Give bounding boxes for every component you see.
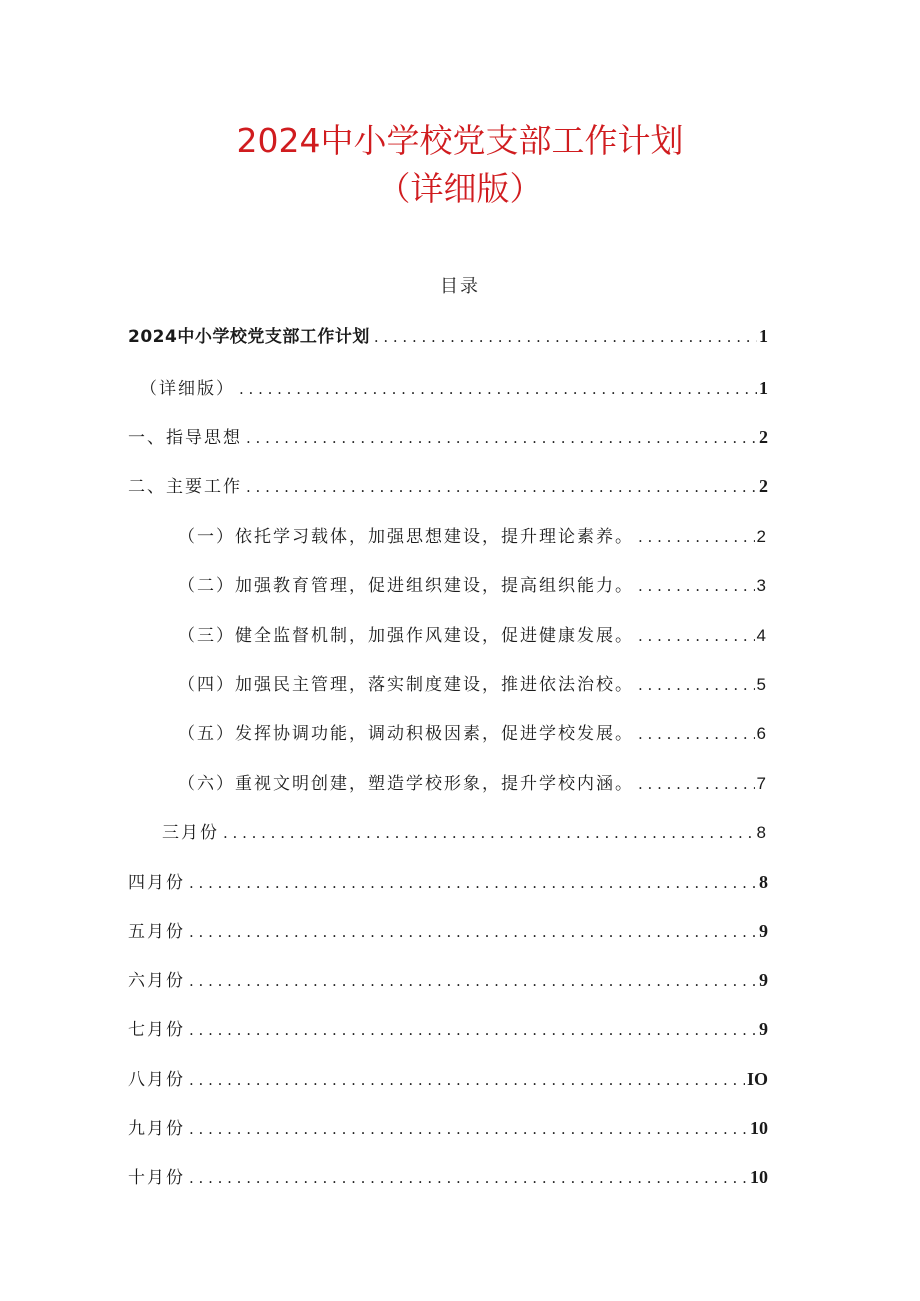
toc-page-number: 1 bbox=[759, 378, 768, 398]
toc-leader-dots bbox=[189, 1120, 748, 1138]
toc-page-number: 6 bbox=[756, 724, 766, 743]
toc-leader-dots bbox=[189, 1071, 745, 1089]
toc-page-number: 4 bbox=[756, 626, 766, 645]
toc-page-number: 9 bbox=[759, 1019, 768, 1039]
toc-entry-text: （六）重视文明创建，塑造学校形象，提升学校内涵。 bbox=[178, 774, 634, 794]
toc-entry-june[interactable] bbox=[128, 966, 768, 994]
toc-entry-october[interactable] bbox=[128, 1163, 768, 1191]
toc-page-number: IO bbox=[746, 1069, 768, 1089]
toc-entry-subtitle[interactable] bbox=[140, 374, 768, 402]
toc-entry-section-2[interactable] bbox=[128, 472, 768, 500]
toc-entry-section-1[interactable] bbox=[128, 423, 768, 451]
toc-entry-text: （四）加强民主管理，落实制度建设，推进依法治校。 bbox=[178, 675, 634, 695]
toc-entry-text: 八月份 bbox=[128, 1070, 185, 1090]
toc-entry-text: 六月份 bbox=[128, 971, 185, 991]
toc-leader-dots bbox=[638, 775, 755, 793]
toc-entry-april[interactable] bbox=[128, 868, 768, 896]
toc-leader-dots bbox=[189, 923, 757, 941]
toc-entry-march[interactable] bbox=[162, 818, 766, 846]
toc-leader-dots bbox=[189, 1021, 757, 1039]
toc-entry-text: （五）发挥协调功能，调动积极因素，促进学校发展。 bbox=[178, 724, 634, 744]
toc-leader-dots bbox=[638, 528, 755, 546]
toc-entry-subsection-5[interactable] bbox=[178, 719, 766, 747]
toc-page-number: 2 bbox=[759, 427, 768, 447]
toc-entry-text: 三月份 bbox=[162, 823, 219, 843]
toc-entry-subsection-6[interactable] bbox=[178, 769, 766, 797]
document-subtitle: （详细版） bbox=[377, 169, 543, 208]
toc-entry-august[interactable] bbox=[128, 1065, 768, 1093]
toc-leader-dots bbox=[638, 577, 755, 595]
toc-page-number: 10 bbox=[750, 1118, 768, 1138]
toc-page-number: 9 bbox=[759, 921, 768, 941]
toc-entry-text: 五月份 bbox=[128, 922, 185, 942]
toc-entry-title[interactable] bbox=[128, 322, 768, 350]
toc-leader-dots bbox=[638, 627, 755, 645]
toc-entry-text: 十月份 bbox=[128, 1168, 185, 1188]
toc-page-number: 9 bbox=[759, 970, 768, 990]
toc-entry-july[interactable] bbox=[128, 1015, 768, 1043]
toc-page-number: 10 bbox=[750, 1167, 768, 1187]
toc-page-number: 2 bbox=[756, 527, 766, 546]
toc-entry-text: 九月份 bbox=[128, 1119, 185, 1139]
toc-entry-may[interactable] bbox=[128, 917, 768, 945]
toc-entry-september[interactable] bbox=[128, 1114, 768, 1142]
toc-page-number: 2 bbox=[759, 476, 768, 496]
toc-leader-dots bbox=[239, 380, 757, 398]
toc-entry-subsection-2[interactable] bbox=[178, 571, 766, 599]
toc-entry-text: 四月份 bbox=[128, 873, 185, 893]
toc-heading: 目录 bbox=[440, 276, 480, 297]
toc-entry-subsection-1[interactable] bbox=[178, 522, 766, 550]
toc-page-number: 8 bbox=[759, 872, 768, 892]
toc-entry-text: （三）健全监督机制，加强作风建设，促进健康发展。 bbox=[178, 626, 634, 646]
toc-entry-subsection-3[interactable] bbox=[178, 621, 766, 649]
toc-entry-text: 二、主要工作 bbox=[128, 477, 242, 497]
document-title: 2024中小学校党支部工作计划 bbox=[236, 121, 684, 160]
toc-leader-dots bbox=[246, 429, 757, 447]
toc-leader-dots bbox=[189, 972, 757, 990]
toc-leader-dots bbox=[638, 725, 755, 743]
toc-leader-dots bbox=[223, 824, 755, 842]
toc-page-number: 5 bbox=[756, 675, 766, 694]
toc-page-number: 7 bbox=[756, 774, 766, 793]
toc-leader-dots bbox=[374, 328, 757, 346]
toc-entry-text: 七月份 bbox=[128, 1020, 185, 1040]
toc-leader-dots bbox=[246, 478, 757, 496]
toc-page-number: 3 bbox=[756, 576, 766, 595]
toc-leader-dots bbox=[189, 1169, 748, 1187]
toc-entry-subsection-4[interactable] bbox=[178, 670, 766, 698]
toc-entry-text: （二）加强教育管理，促进组织建设，提高组织能力。 bbox=[178, 576, 634, 596]
toc-leader-dots bbox=[189, 874, 757, 892]
toc-entry-text: 2024中小学校党支部工作计划 bbox=[128, 327, 370, 347]
toc-entry-text: （详细版） bbox=[140, 379, 235, 399]
toc-leader-dots bbox=[638, 676, 755, 694]
toc-page-number: 8 bbox=[756, 823, 766, 842]
toc-entry-text: （一）依托学习载体，加强思想建设，提升理论素养。 bbox=[178, 527, 634, 547]
toc-entry-text: 一、指导思想 bbox=[128, 428, 242, 448]
toc-page-number: 1 bbox=[759, 326, 768, 346]
